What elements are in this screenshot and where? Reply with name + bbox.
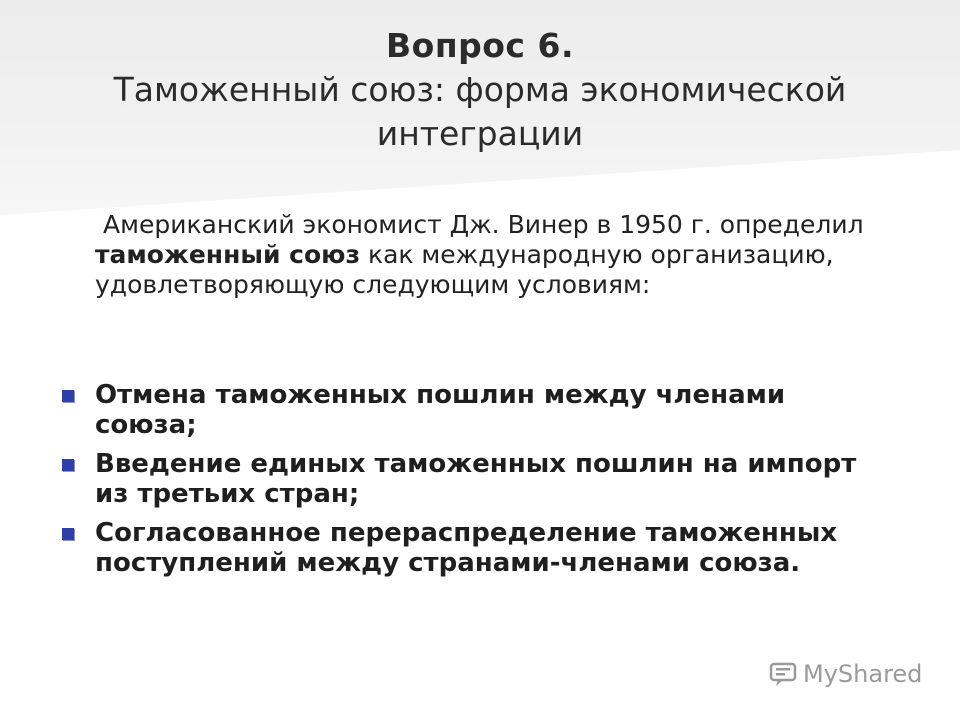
list-item — [58, 449, 878, 509]
list-item-text: Согласованное перераспределение таможенных поступлений между странами-членами союза. — [95, 518, 838, 578]
watermark-text: MyShared — [803, 660, 923, 688]
square-bullet-icon — [62, 390, 74, 402]
list-item — [58, 518, 878, 578]
title-question-number: Вопрос 6. — [386, 26, 574, 65]
intro-paragraph — [95, 210, 895, 300]
intro-term: таможенный союз — [95, 240, 361, 269]
square-bullet-icon — [62, 528, 74, 540]
list-item — [58, 380, 878, 440]
square-bullet-icon — [62, 459, 74, 471]
list-item-text: Отмена таможенных пошлин между членами союза; — [95, 380, 786, 440]
list-item-text: Введение единых таможенных пошлин на импорт из третьих стран; — [95, 449, 857, 509]
intro-text-after: как международную организацию, удовлетворяющую следующим условиям: — [95, 240, 834, 299]
conditions-list — [58, 380, 878, 587]
watermark — [768, 656, 922, 692]
slide-title — [60, 24, 900, 156]
title-topic: Таможенный союз: форма экономической интеграции — [113, 70, 847, 153]
myshared-logo-icon — [768, 659, 798, 689]
intro-text-before: Американский экономист Дж. Винер в 1950 г. определил — [103, 210, 864, 239]
